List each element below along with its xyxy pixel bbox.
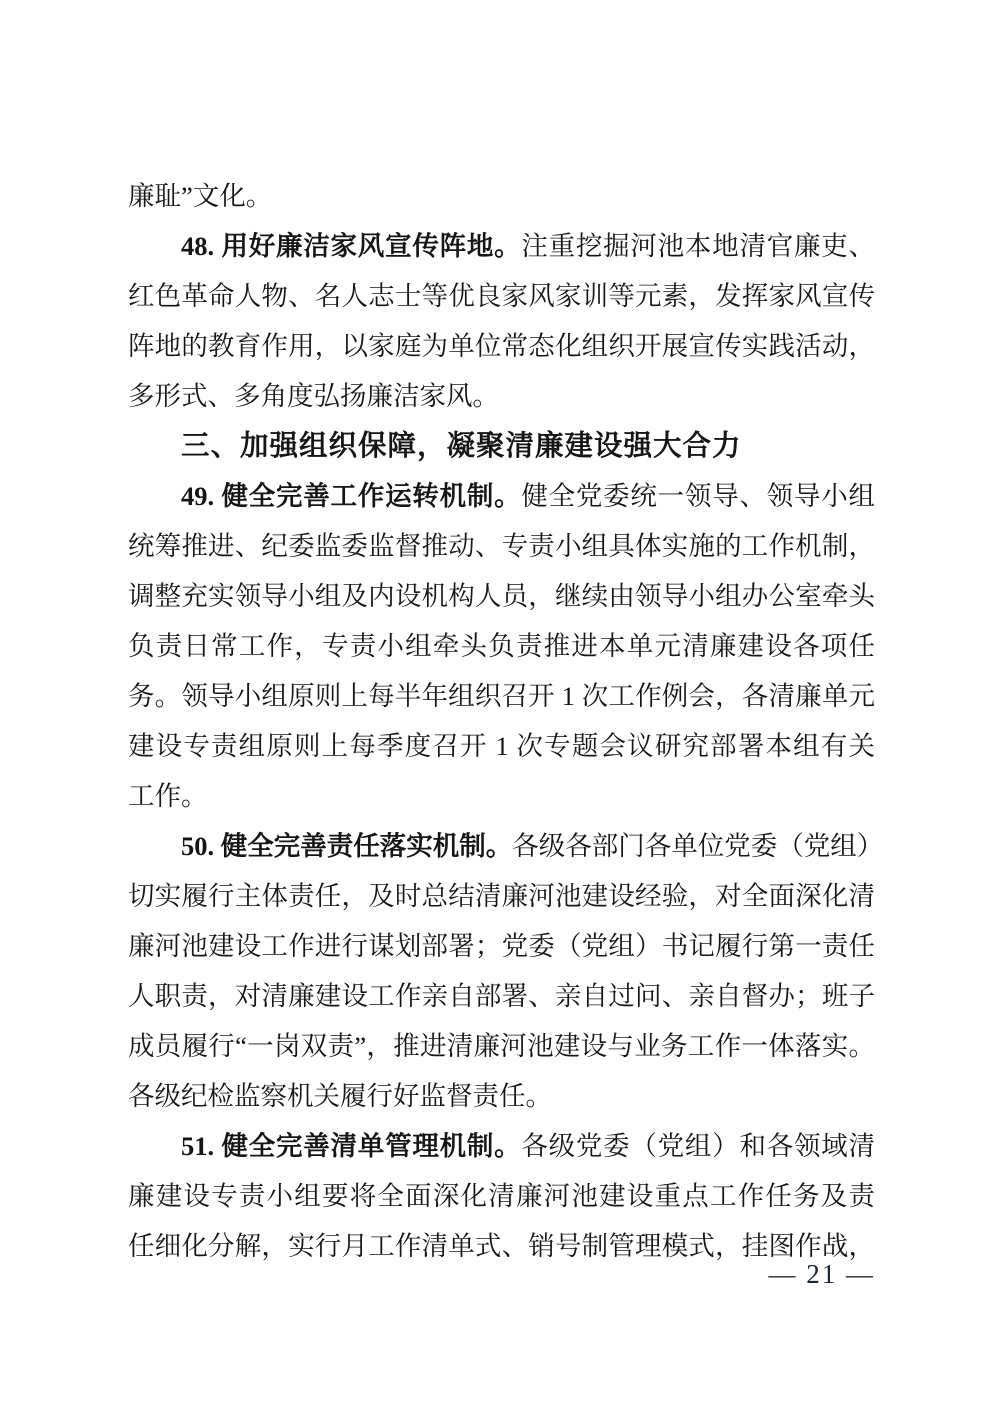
paragraph-51-line-1 <box>128 1121 875 1171</box>
paragraph-51-lead: 51. 健全完善清单管理机制。 <box>181 1131 522 1161</box>
paragraph-49-line-2: 统筹推进、纪委监委监督推动、专责小组具体实施的工作机制， <box>128 531 875 561</box>
paragraph-50-text-1: 各级各部门各单位党委（党组） <box>512 831 884 861</box>
paragraph-48-line-4: 多形式、多角度弘扬廉洁家风。 <box>128 381 499 411</box>
paragraph-50-line-3: 廉河池建设工作进行谋划部署；党委（党组）书记履行第一责任 <box>128 931 875 961</box>
paragraph-48-line-1 <box>128 221 875 271</box>
paragraph-48-text-1: 注重挖掘河池本地清官廉吏、 <box>521 231 875 261</box>
paragraph-50-line-5: 成员履行“一岗双责”，推进清廉河池建设与业务工作一体落实。 <box>128 1031 875 1061</box>
paragraph-48-line-2: 红色革命人物、名人志士等优良家风家训等元素，发挥家风宣传 <box>128 281 875 311</box>
page-number: — 21 — <box>768 1259 875 1289</box>
paragraph-49-line-3: 调整充实领导小组及内设机构人员，继续由领导小组办公室牵头 <box>128 581 875 611</box>
document-body <box>128 171 884 1271</box>
paragraph-51-line-2: 廉建设专责小组要将全面深化清廉河池建设重点工作任务及责 <box>128 1181 875 1211</box>
paragraph-48-lead: 48. 用好廉洁家风宣传阵地。 <box>181 231 522 261</box>
paragraph-50-lead: 50. 健全完善责任落实机制。 <box>181 831 513 861</box>
paragraph-50-line-1 <box>128 821 884 871</box>
section-heading-3: 三、加强组织保障，凝聚清廉建设强大合力 <box>181 430 742 462</box>
paragraph-51-line-3: 任细化分解，实行月工作清单式、销号制管理模式，挂图作战， <box>128 1231 875 1261</box>
paragraph-50-line-4: 人职责，对清廉建设工作亲自部署、亲自过问、亲自督办；班子 <box>128 981 875 1011</box>
paragraph-50-line-2: 切实履行主体责任，及时总结清廉河池建设经验，对全面深化清 <box>128 881 875 911</box>
paragraph-49-line-6: 建设专责组原则上每季度召开 1 次专题会议研究部署本组有关 <box>128 731 875 761</box>
paragraph-49-line-7: 工作。 <box>128 781 208 811</box>
paragraph-50-line-6: 各级纪检监察机关履行好监督责任。 <box>128 1081 552 1111</box>
paragraph-51-text-1: 各级党委（党组）和各领域清 <box>521 1131 875 1161</box>
paragraph-48-line-3: 阵地的教育作用，以家庭为单位常态化组织开展宣传实践活动， <box>128 331 875 361</box>
paragraph-49-line-1 <box>128 471 875 521</box>
paragraph-49-line-5: 务。领导小组原则上每半年组织召开 1 次工作例会，各清廉单元 <box>128 681 875 711</box>
paragraph-continuation-line: 廉耻”文化。 <box>128 181 273 211</box>
paragraph-49-lead: 49. 健全完善工作运转机制。 <box>181 481 522 511</box>
paragraph-49-line-4: 负责日常工作，专责小组牵头负责推进本单元清廉建设各项任 <box>128 631 875 661</box>
paragraph-49-text-1: 健全党委统一领导、领导小组 <box>521 481 875 511</box>
